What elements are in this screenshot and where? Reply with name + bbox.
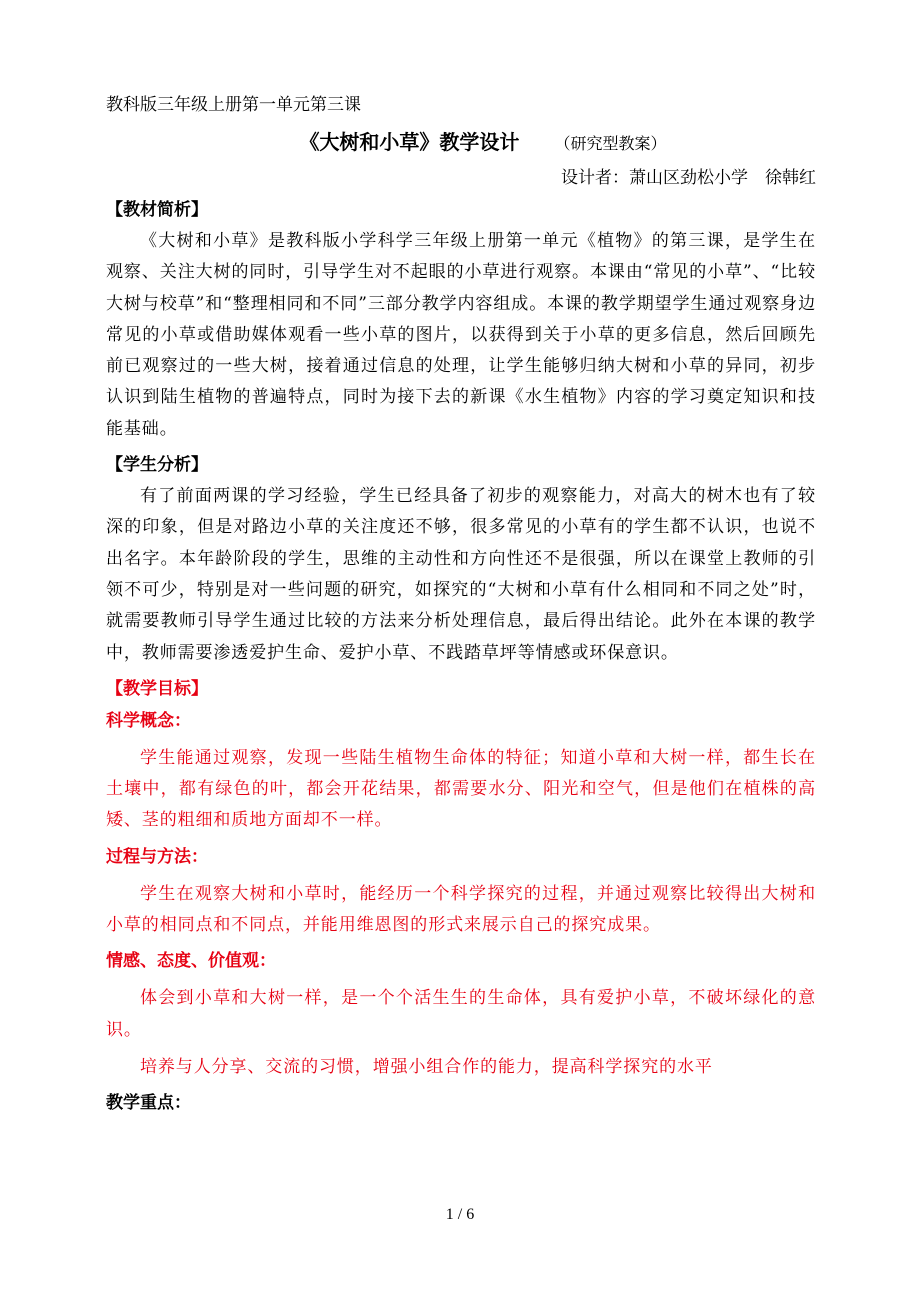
- course-subheader: 教科版三年级上册第一单元第三课: [106, 95, 361, 115]
- attitude-paragraph-1: 体会到小草和大树一样，是一个个活生生的生命体，具有爱护小草，不破坏绿化的意识。: [106, 988, 816, 1040]
- document-content: [106, 90, 816, 1119]
- document-title: 《大树和小草》教学设计: [299, 130, 520, 154]
- designer-line: 设计者：萧山区劲松小学 徐韩红: [561, 168, 816, 188]
- page-number: 1 / 6: [445, 1206, 475, 1223]
- process-heading: 过程与方法：: [106, 846, 208, 867]
- material-paragraph: 《大树和小草》是教科版小学科学三年级上册第一单元《植物》的第三课，是学生在观察、关注大树的同时，引导学生对不起眼的小草进行观察。本课由“常见的小草”、“比较大树与校草”和“整理相同和不同”三部分教学内容组成。本课的教学期望学生通过观察身边常见的小草或借助媒体观看一些小草的图片，以获得到关于小草的更多信息，然后回顾先前已观察过的一些大树，接着通过信息的处理，让学生能够归纳大树和小草的异同，初步认识到陆生植物的普遍特点，同时为接下去的新课《水生植物》内容的学习奠定知识和技能基础。: [106, 231, 816, 439]
- section-heading-material: 【教材简析】: [106, 200, 208, 220]
- students-paragraph: 有了前面两课的学习经验，学生已经具备了初步的观察能力，对高大的树木也有了较深的印象，但是对路边小草的关注度还不够，很多常见的小草有的学生都不认识，也说不出名字。本年龄阶段的学生，思维的主动性和方向性还不是很强，所以在课堂上教师的引领不可少，特别是对一些问题的研究，如探究的“大树和小草有什么相同和不同之处”时，就需要教师引导学生通过比较的方法来分析处理信息，最后得出结论。此外在本课的教学中，教师需要渗透爱护生命、爱护小草、不践踏草坪等情感或环保意识。: [106, 486, 816, 663]
- concept-heading: 科学概念：: [106, 710, 191, 731]
- attitude-paragraph-2: 培养与人分享、交流的习惯，增强小组合作的能力，提高科学探究的水平: [140, 1056, 713, 1077]
- section-heading-goals: 【教学目标】: [106, 678, 208, 699]
- concept-paragraph: 学生能通过观察，发现一些陆生植物生命体的特征；知道小草和大树一样，都生长在土壤中，都有绿色的叶，都会开花结果，都需要水分、阳光和空气，但是他们在植株的高矮、茎的粗细和质地方面却不一样。: [106, 747, 816, 831]
- section-heading-students: 【学生分析】: [106, 455, 208, 476]
- key-points-heading: 教学重点：: [106, 1093, 191, 1114]
- attitude-heading: 情感、态度、价值观：: [106, 951, 276, 972]
- process-paragraph: 学生在观察大树和小草时，能经历一个科学探究的过程，并通过观察比较得出大树和小草的相同点和不同点，并能用维恩图的形式来展示自己的探究成果。: [106, 883, 816, 936]
- title-note: （研究型教案）: [554, 134, 667, 153]
- title-row: [106, 122, 816, 162]
